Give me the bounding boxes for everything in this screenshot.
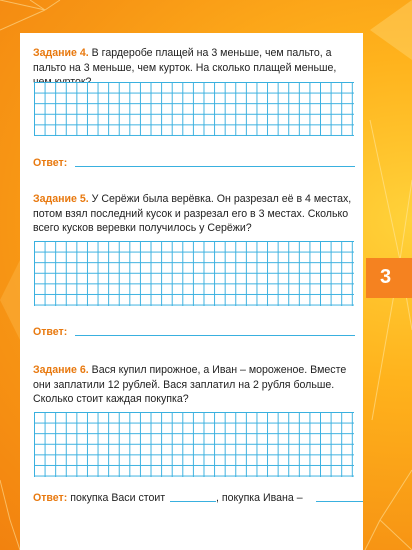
task-5-body: У Серёжи была верёвка. Он разрезал её в 4 местах, потом взял последний кусок и разрезал его в 3 местах. Сколько всего кусков веревки получилось у Серёжи? bbox=[33, 193, 352, 234]
page-number-tab bbox=[366, 258, 412, 298]
task-5-work-grid[interactable] bbox=[34, 241, 354, 306]
task-6-body: Вася купил пирожное, а Иван – мороженое. Вместе они заплатили 12 рублей. Вася заплатил на 2 рубля больше. Сколько стоит каждая покупка? bbox=[33, 364, 347, 405]
task-4-body: В гардеробе плащей на 3 меньше, чем пальто, а пальто на 3 меньше, чем курток. На сколько плащей меньше, bbox=[33, 47, 337, 74]
task-4-answer-label: Ответ: bbox=[33, 157, 68, 169]
task-6-text bbox=[33, 363, 356, 407]
task-5-answer-line[interactable] bbox=[75, 335, 355, 336]
task-5-text bbox=[33, 192, 356, 236]
task-5-answer-label: Ответ: bbox=[33, 326, 68, 338]
task-6-heading: Задание 6. bbox=[33, 364, 89, 376]
page-number: 3 bbox=[380, 266, 392, 288]
task-4-answer-line[interactable] bbox=[75, 166, 355, 167]
task-6-answer-text-vasya: покупка Васи стоит bbox=[70, 492, 166, 504]
task-5-heading: Задание 5. bbox=[33, 193, 89, 205]
task-6-work-grid[interactable] bbox=[34, 412, 354, 477]
task-6-answer bbox=[33, 492, 165, 504]
task-6-answer-part-2 bbox=[216, 492, 303, 504]
task-6-ivan-blank[interactable] bbox=[316, 501, 363, 502]
task-6-answer-label: Ответ: bbox=[33, 492, 68, 504]
task-5-answer bbox=[33, 326, 67, 338]
task-4-answer bbox=[33, 157, 67, 169]
task-4-heading: Задание 4. bbox=[33, 47, 89, 59]
task-4-work-grid[interactable] bbox=[34, 82, 354, 136]
task-6-answer-text-ivan: , покупка Ивана – bbox=[216, 492, 303, 504]
task-6-vasya-blank[interactable] bbox=[170, 501, 216, 502]
